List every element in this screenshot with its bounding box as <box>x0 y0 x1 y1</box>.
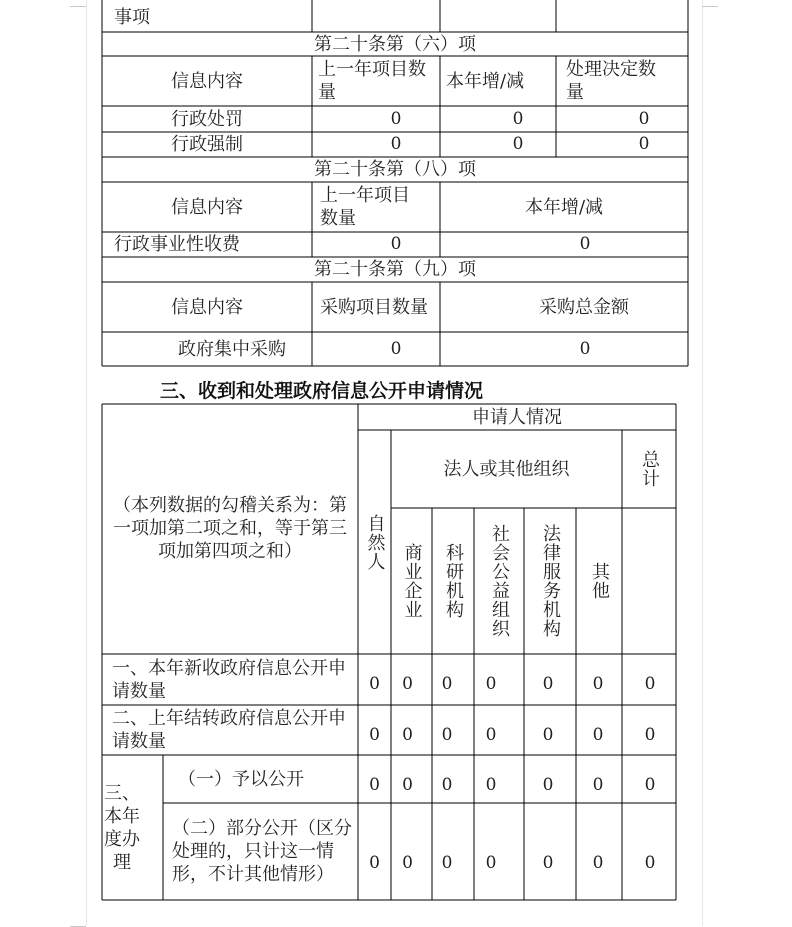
sub-header-business: 商业企业 <box>401 543 423 619</box>
row-value: 0 <box>441 774 453 795</box>
note-cell: （本列数据的勾稽关系为：第一项加第二项之和，等于第三项加第四项之和） <box>113 494 347 562</box>
sec6-header-content: 信息内容 <box>171 70 243 92</box>
sec6-header-prev-count: 上一年项目数量 <box>318 59 426 103</box>
applicant-header: 申请人情况 <box>472 406 562 428</box>
sec9-row-value: 0 <box>579 338 591 359</box>
row-label-new-requests: 一、本年新收政府信息公开申请数量 <box>112 657 346 702</box>
row-label-carried-over: 二、上年结转政府信息公开申请数量 <box>112 708 346 752</box>
row-value: 0 <box>644 724 656 745</box>
row-label-partial: （二）部分公开（区分处理的，只计这一情形，不计其他情形） <box>172 818 352 885</box>
sec8-row-value: 0 <box>390 234 402 254</box>
row-value: 0 <box>485 852 497 873</box>
sec8-header-prev-count: 上一年项目数量 <box>320 185 410 229</box>
sec6-row-value: 0 <box>638 134 650 154</box>
row-label-shixiang: 事项 <box>114 6 150 28</box>
row-value: 0 <box>441 724 453 745</box>
sec8-header-content: 信息内容 <box>171 196 243 218</box>
row-value: 0 <box>402 774 413 795</box>
row-value: 0 <box>542 674 554 694</box>
sub-header-public-welfare: 社会公益组织 <box>489 524 510 638</box>
sub-header-research: 科研机构 <box>443 543 464 619</box>
row-value: 0 <box>592 674 604 694</box>
sec6-row-value: 0 <box>638 108 650 129</box>
row-value: 0 <box>644 852 656 873</box>
row-value: 0 <box>542 774 554 795</box>
section6-title: 第二十条第（六）项 <box>314 33 476 55</box>
section3-heading: 三、收到和处理政府信息公开申请情况 <box>160 380 484 402</box>
row-value: 0 <box>402 674 413 694</box>
sec6-row-value: 0 <box>512 108 524 129</box>
sec6-row-value: 0 <box>390 108 402 129</box>
total-header: 总计 <box>639 450 660 488</box>
row-value: 0 <box>644 774 656 795</box>
row-value: 0 <box>542 852 554 873</box>
group3-label: 三、本年度办理 <box>104 783 140 873</box>
sec8-header-change: 本年增/减 <box>524 196 604 218</box>
sub-header-other: 其他 <box>589 562 610 600</box>
natural-person-header: 自然人 <box>364 513 386 571</box>
section9-title: 第二十条第（九）项 <box>314 259 476 280</box>
sec9-header-content: 信息内容 <box>171 296 243 318</box>
row-value: 0 <box>369 724 380 745</box>
section8-title: 第二十条第（八）项 <box>314 159 476 180</box>
row-value: 0 <box>592 774 604 795</box>
sec6-row-value: 0 <box>512 134 524 154</box>
row-value: 0 <box>542 724 554 745</box>
total-header-blank <box>622 508 676 654</box>
row-value: 0 <box>592 852 604 873</box>
row-value: 0 <box>402 724 413 745</box>
sec6-row-value: 0 <box>390 134 402 154</box>
row-value: 0 <box>369 852 380 873</box>
sec6-row-label: 行政强制 <box>171 134 243 155</box>
row-value: 0 <box>369 774 380 795</box>
row-value: 0 <box>644 674 656 694</box>
row-value: 0 <box>441 852 453 873</box>
row-value: 0 <box>485 674 497 694</box>
sec6-header-decisions: 处理决定数量 <box>566 59 656 103</box>
sec9-row-label: 政府集中采购 <box>178 338 286 360</box>
row-value: 0 <box>592 724 604 745</box>
sec6-row-label: 行政处罚 <box>171 108 243 130</box>
sec9-header-total-amount: 采购总金额 <box>539 296 629 318</box>
sec8-row-label: 行政事业性收费 <box>114 234 240 255</box>
row-value: 0 <box>485 724 497 745</box>
sec6-header-change: 本年增/减 <box>446 70 525 92</box>
sec9-header-item-count: 采购项目数量 <box>320 296 428 318</box>
row-label-publicized: （一）予以公开 <box>178 768 304 790</box>
sec9-row-value: 0 <box>390 338 402 359</box>
sub-header-legal-service: 法律服务机构 <box>540 524 561 638</box>
row-value: 0 <box>369 674 380 694</box>
row-value: 0 <box>402 852 413 873</box>
row-value: 0 <box>485 774 497 795</box>
legal-group-header: 法人或其他组织 <box>443 458 570 480</box>
sec8-row-value: 0 <box>579 234 591 254</box>
row-value: 0 <box>441 674 453 694</box>
